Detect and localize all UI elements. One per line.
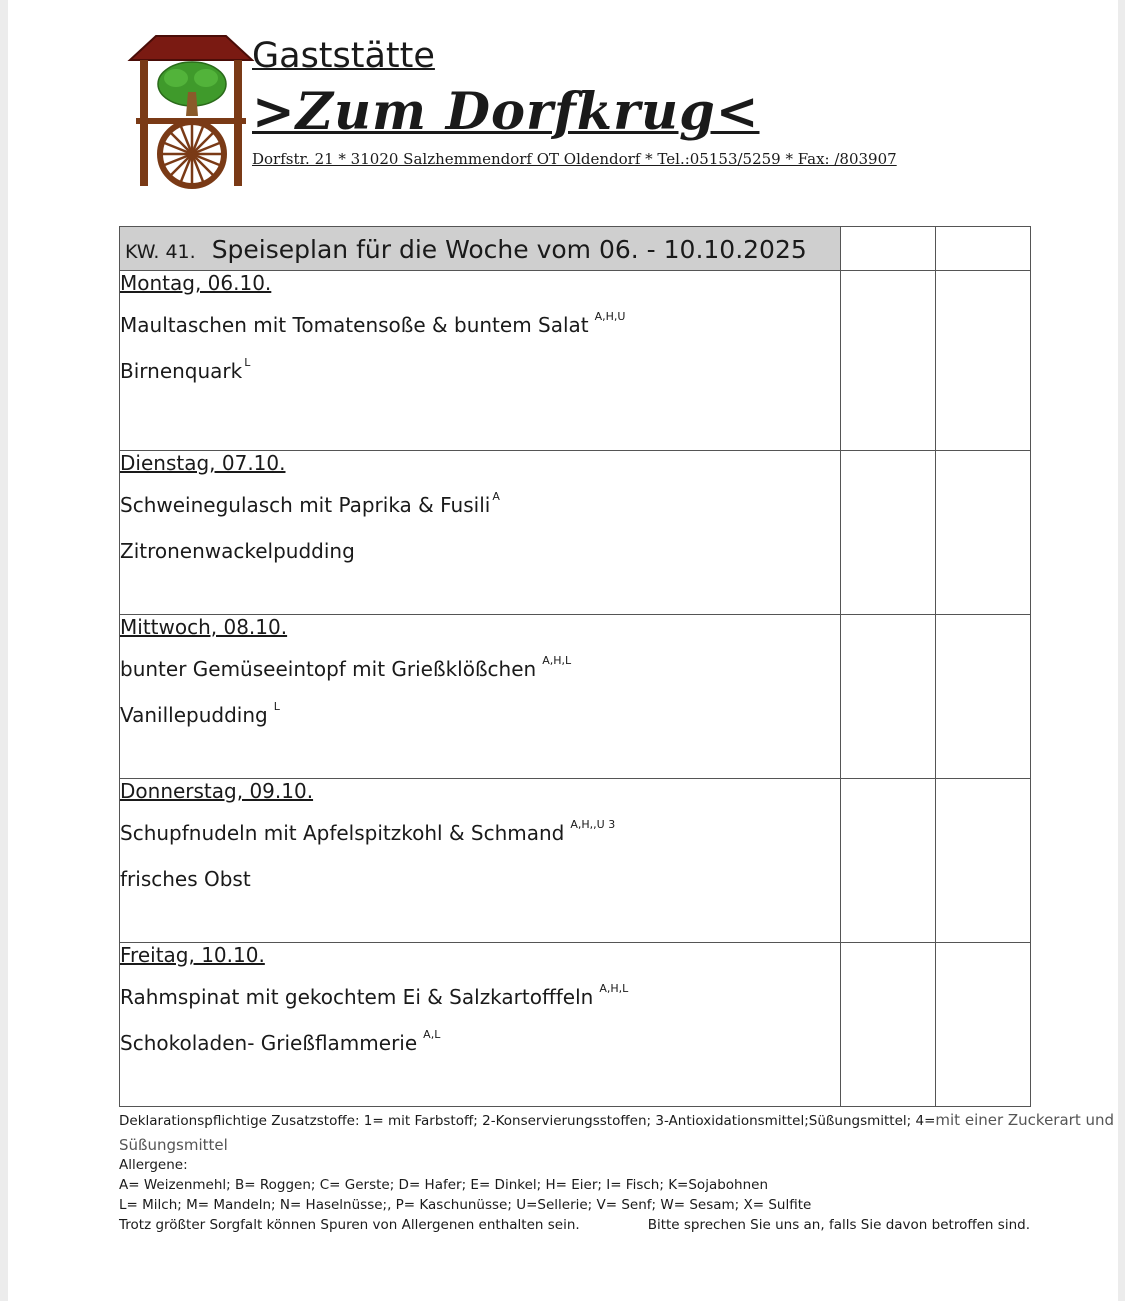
- empty-cell: [936, 271, 1031, 451]
- menu-header-cell: [120, 227, 841, 271]
- disclaimer-left: Trotz größter Sorgfalt können Spuren von Allergenen enthalten sein.: [119, 1217, 580, 1233]
- disclaimer-right: Bitte sprechen Sie uns an, falls Sie davon betroffen sind.: [647, 1217, 1030, 1233]
- menu-page: [8, 0, 1118, 1301]
- main-dish: Rahmspinat mit gekochtem Ei & Salzkartofffeln $^{A,H,L}$: [120, 982, 629, 1009]
- allergen-codes: A: [492, 490, 500, 504]
- allergen-codes: A,H,,U 3: [570, 818, 616, 832]
- allergens-list-1: A= Weizenmehl; B= Roggen; C= Gerste; D= Hafer; E= Dinkel; H= Eier; I= Fisch; K=Sojabohnen: [119, 1177, 769, 1193]
- table-row: [120, 943, 1031, 1107]
- additives-line: Deklarationspflichtige Zusatzstoffe: 1= mit Farbstoff; 2-Konservierungsstoffen; 3-Antioxidationsmittel;Süßungsmittel; 4=mit einer Zuckerart und: [119, 1111, 1115, 1129]
- day-name: Donnerstag, 09.10.: [120, 779, 314, 803]
- main-dish: Schweinegulasch mit Paprika & Fusili $^A$: [120, 490, 500, 517]
- empty-cell: [841, 779, 936, 943]
- main-dish: bunter Gemüseeintopf mit Grießklößchen $^{A,H,L}$: [120, 654, 572, 681]
- day-cell-monday: [120, 271, 841, 451]
- table-row: [120, 615, 1031, 779]
- day-name: Freitag, 10.10.: [120, 943, 265, 967]
- weekly-menu-table: [119, 226, 1031, 1107]
- dessert: Zitronenwackelpudding: [120, 539, 355, 563]
- empty-cell: [841, 615, 936, 779]
- menu-header-row: [120, 227, 1031, 271]
- table-row: [120, 779, 1031, 943]
- empty-cell: [936, 615, 1031, 779]
- calendar-week: KW. 41.: [125, 241, 196, 263]
- dessert: Vanillepudding $^L$: [120, 700, 280, 727]
- empty-cell: [841, 227, 936, 271]
- footer-notes: [119, 1110, 1115, 1235]
- main-dish: Maultaschen mit Tomatensoße & buntem Salat $^{A,H,U}$: [120, 310, 626, 337]
- allergen-codes: L: [244, 356, 251, 370]
- dessert: Birnenquark $^L$: [120, 356, 251, 383]
- table-row: [120, 451, 1031, 615]
- empty-cell: [841, 943, 936, 1107]
- empty-cell: [936, 227, 1031, 271]
- empty-cell: [841, 451, 936, 615]
- restaurant-name: >Zum Dorfkrug<: [252, 82, 760, 142]
- day-name: Dienstag, 07.10.: [120, 451, 286, 475]
- main-dish: Schupfnudeln mit Apfelspitzkohl & Schmand $^{A,H,,U 3}$: [120, 818, 616, 845]
- allergen-codes: A,H,U: [594, 310, 626, 324]
- allergen-codes: A,L: [423, 1028, 441, 1042]
- day-name: Mittwoch, 08.10.: [120, 615, 288, 639]
- day-cell-friday: [120, 943, 841, 1107]
- day-cell-wednesday: [120, 615, 841, 779]
- additives-continuation: Süßungsmittel: [119, 1136, 228, 1154]
- allergen-codes: A,H,L: [599, 982, 629, 996]
- restaurant-address: Dorfstr. 21 * 31020 Salzhemmendorf OT Oldendorf * Tel.:05153/5259 * Fax: /803907: [252, 150, 897, 168]
- allergens-list-2: L= Milch; M= Mandeln; N= Haselnüsse;, P= Kaschunüsse; U=Sellerie; V= Senf; W= Sesam; X= Sulfite: [119, 1197, 812, 1213]
- empty-cell: [936, 451, 1031, 615]
- day-cell-thursday: [120, 779, 841, 943]
- empty-cell: [936, 779, 1031, 943]
- day-cell-tuesday: [120, 451, 841, 615]
- tavern-well-logo: [126, 32, 256, 190]
- dessert: Schokoladen- Grießflammerie $^{A,L}$: [120, 1028, 441, 1055]
- day-name: Montag, 06.10.: [120, 271, 272, 295]
- allergen-codes: L: [273, 700, 280, 714]
- allergens-label: Allergene:: [119, 1157, 188, 1173]
- empty-cell: [841, 271, 936, 451]
- allergen-codes: A,H,L: [542, 654, 572, 668]
- dessert: frisches Obst: [120, 867, 251, 891]
- table-row: [120, 271, 1031, 451]
- restaurant-type: Gaststätte: [252, 36, 435, 76]
- allergen-disclaimer: [119, 1215, 1039, 1235]
- menu-title: Speiseplan für die Woche vom 06. - 10.10.2025: [211, 235, 807, 264]
- empty-cell: [936, 943, 1031, 1107]
